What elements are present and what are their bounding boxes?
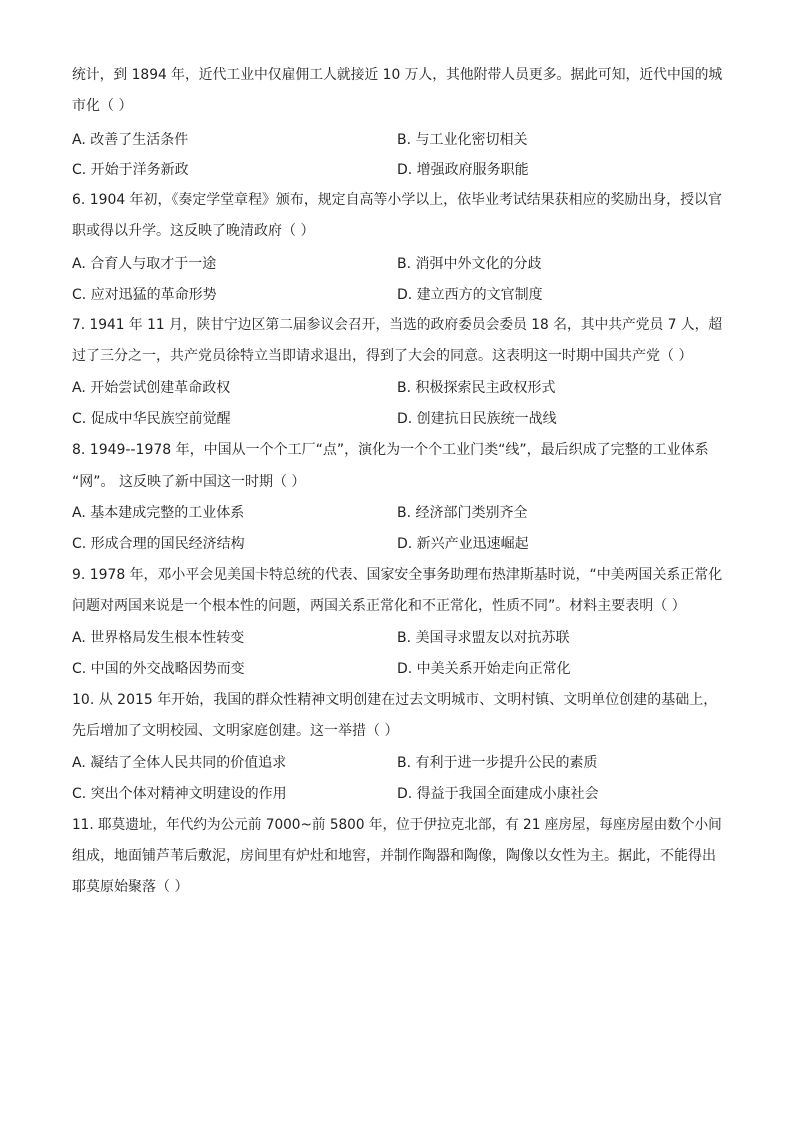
q10-option-c: C. 突出个体对精神文明建设的作用 [72,786,287,802]
q9-option-a: A. 世界格局发生根本性转变 [72,630,245,646]
q8-option-b: B. 经济部门类别齐全 [397,505,528,521]
q7-option-c: C. 促成中华民族空前觉醒 [72,411,231,427]
q6-option-c: C. 应对迅猛的革命形势 [72,287,217,303]
q8-line-2: “网”。 这反映了新中国这一时期（ ） [72,474,306,490]
q10-option-d: D. 得益于我国全面建成小康社会 [397,786,599,802]
q10-line-2: 先后增加了文明校园、文明家庭创建。这一举措（ ） [72,723,399,739]
q7-option-a: A. 开始尝试创建革命政权 [72,380,231,396]
q9-option-b: B. 美国寻求盟友以对抗苏联 [397,630,570,646]
q11-line-3: 耶莫原始聚落（ ） [72,879,189,895]
q9-line-1: 9. 1978 年，邓小平会见美国卡特总统的代表、国家安全事务助理布热津斯基时说，“中美两国关系正常化 [72,567,723,583]
q7-option-d: D. 创建抗日民族统一战线 [397,411,557,427]
q10-option-a: A. 凝结了全体人民共同的价值追求 [72,755,287,771]
q6-line-2: 职或得以升学。这反映了晚清政府（ ） [72,223,315,239]
q6-option-a: A. 合育人与取才于一途 [72,256,217,272]
q7-line-2: 过了三分之一，共产党员徐特立当即请求退出，得到了大会的同意。这表明这一时期中国共产党（ ） [72,348,693,364]
q9-line-2: 问题对两国来说是一个根本性的问题，两国关系正常化和不正常化，性质不同”。材料主要表明（ ） [72,598,686,614]
q8-option-a: A. 基本建成完整的工业体系 [72,505,245,521]
carryover-option-a: A. 改善了生活条件 [72,132,189,148]
carryover-option-b: B. 与工业化密切相关 [397,132,528,148]
q6-option-d: D. 建立西方的文官制度 [397,287,543,303]
q7-line-1: 7. 1941 年 11 月，陕甘宁边区第二届参议会召开，当选的政府委员会委员 18 名，其中共产党员 7 人，超 [72,317,723,333]
q10-line-1: 10. 从 2015 年开始，我国的群众性精神文明创建在过去文明城市、文明村镇、文明单位创建的基础上， [72,692,718,708]
carryover-question-line-2: 市化（ ） [72,98,133,114]
q6-line-1: 6. 1904 年初，《奏定学堂章程》颁布，规定自高等小学以上，依毕业考试结果获相应的奖励出身，授以官 [72,192,722,208]
q11-line-1: 11. 耶莫遗址，年代约为公元前 7000~前 5800 年，位于伊拉克北部，有 21 座房屋，每座房屋由数个小间 [72,817,722,833]
q8-option-d: D. 新兴产业迅速崛起 [397,536,529,552]
q8-line-1: 8. 1949--1978 年，中国从一个个工厂“点”，演化为一个个工业门类“线”，最后织成了完整的工业体系 [72,442,709,458]
carryover-option-c: C. 开始于洋务新政 [72,162,189,178]
carryover-question-line-1: 统计，到 1894 年，近代工业中仅雇佣工人就接近 10 万人，其他附带人员更多。据此可知，近代中国的城 [72,67,723,83]
q8-option-c: C. 形成合理的国民经济结构 [72,536,245,552]
q9-option-d: D. 中美关系开始走向正常化 [397,661,571,677]
q10-option-b: B. 有利于进一步提升公民的素质 [397,755,598,771]
q7-option-b: B. 积极探索民主政权形式 [397,380,556,396]
q6-option-b: B. 消弭中外文化的分歧 [397,256,542,272]
carryover-option-d: D. 增强政府服务职能 [397,162,529,178]
q9-option-c: C. 中国的外交战略因势而变 [72,661,245,677]
q11-line-2: 组成，地面铺芦苇后敷泥，房间里有炉灶和地窖，并制作陶器和陶像，陶像以女性为主。据此，不能得出 [72,848,716,864]
